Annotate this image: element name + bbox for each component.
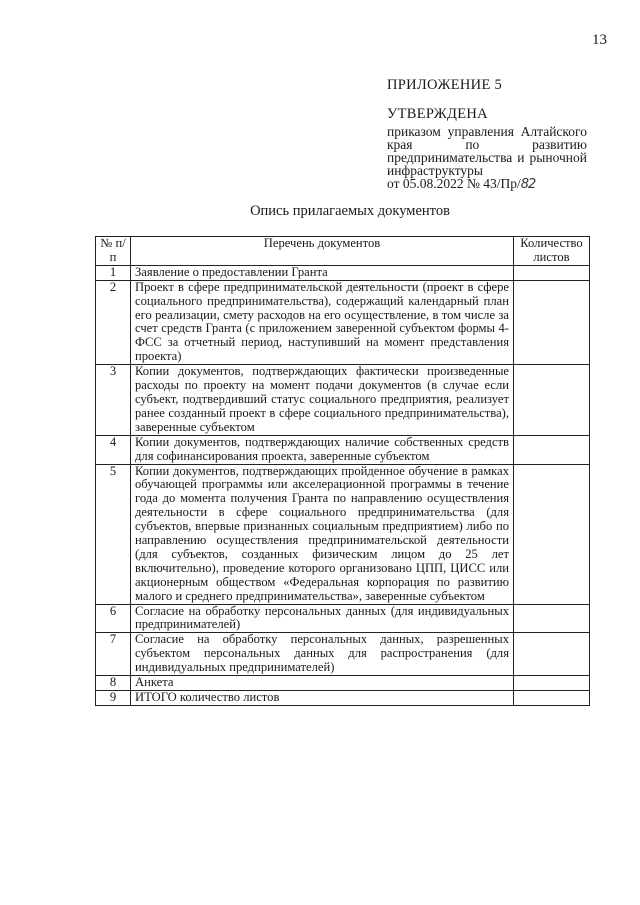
documents-table [95, 236, 590, 706]
row-document: Согласие на обработку персональных данных, разрешенных субъектом персональных данных для распространения (для индивидуальных предпринимателей) [131, 633, 514, 676]
row-document: Согласие на обработку персональных данных (для индивидуальных предпринимателей) [131, 604, 514, 633]
table-row [96, 604, 590, 633]
row-number: 7 [96, 633, 131, 676]
row-sheet-count [514, 365, 590, 436]
header-num: № п/п [96, 237, 131, 266]
row-sheet-count [514, 633, 590, 676]
table-row [96, 265, 590, 280]
row-document: Копии документов, подтверждающих пройденное обучение в рамках обучающей программы или акселерационной программы в течение года до момента получения Гранта по направлению осуществления деятельности в сфере социального предпринимательства (для субъектов, впервые признанных социальным предприятием) либо по направлению осуществления предпринимательской деятельности (для субъектов, созданных физическим лицом до 25 лет включительно), проведение которого организовано ЦПП, ЦИСС или акционерным обществом «Федеральная корпорация по развитию малого и среднего предпринимательства», заверенные субъектом [131, 464, 514, 604]
row-number: 2 [96, 280, 131, 364]
row-sheet-count [514, 435, 590, 464]
handwritten-number: 82 [520, 177, 536, 192]
row-number: 4 [96, 435, 131, 464]
row-number: 5 [96, 464, 131, 604]
row-document: Заявление о предоставлении Гранта [131, 265, 514, 280]
table-row [96, 676, 590, 691]
table-header-row [96, 237, 590, 266]
row-document: Копии документов, подтверждающих фактически произведенные расходы по проекту на момент подачи документов (в случае если субъект, подтвердивший статус социального предприятия, реализует ранее созданный проект в сфере социального предпринимательства), заверенные субъектом [131, 365, 514, 436]
row-document: Проект в сфере предпринимательской деятельности (проект в сфере социального предпринимательства), содержащий календарный план его реализации, смету расходов на его осуществление, в том числе за счет средств Гранта (с приложением заверенной субъектом формы 4-ФСС за отчетный период, наступивший на момент представления проекта) [131, 280, 514, 364]
row-document: Анкета [131, 676, 514, 691]
header-count: Количество листов [514, 237, 590, 266]
table-body [96, 265, 590, 705]
order-date: от 05.08.2022 [387, 176, 464, 191]
row-document: Копии документов, подтверждающих наличие собственных средств для софинансирования проекта, заверенные субъектом [131, 435, 514, 464]
approved-date [387, 177, 587, 192]
table-row [96, 691, 590, 706]
approved-text: приказом управления Алтайского края по развитию предпринимательства и рыночной инфраструктуры [387, 124, 587, 178]
row-sheet-count [514, 265, 590, 280]
row-number: 1 [96, 265, 131, 280]
row-number: 6 [96, 604, 131, 633]
row-number: 8 [96, 676, 131, 691]
appendix-title: ПРИЛОЖЕНИЕ 5 [387, 77, 503, 93]
row-sheet-count [514, 691, 590, 706]
row-sheet-count [514, 464, 590, 604]
table-row [96, 365, 590, 436]
row-number: 3 [96, 365, 131, 436]
document-title: Опись прилагаемых документов [250, 203, 450, 219]
row-document: ИТОГО количество листов [131, 691, 514, 706]
row-sheet-count [514, 604, 590, 633]
table-row [96, 435, 590, 464]
page-number: 13 [592, 32, 607, 48]
header-list: Перечень документов [131, 237, 514, 266]
approved-title: УТВЕРЖДЕНА [387, 106, 488, 122]
row-sheet-count [514, 280, 590, 364]
row-sheet-count [514, 676, 590, 691]
row-number: 9 [96, 691, 131, 706]
appendix-block [387, 76, 587, 192]
table-row [96, 464, 590, 604]
table-row [96, 280, 590, 364]
table-row [96, 633, 590, 676]
order-number: № 43/Пр/ [466, 176, 521, 191]
